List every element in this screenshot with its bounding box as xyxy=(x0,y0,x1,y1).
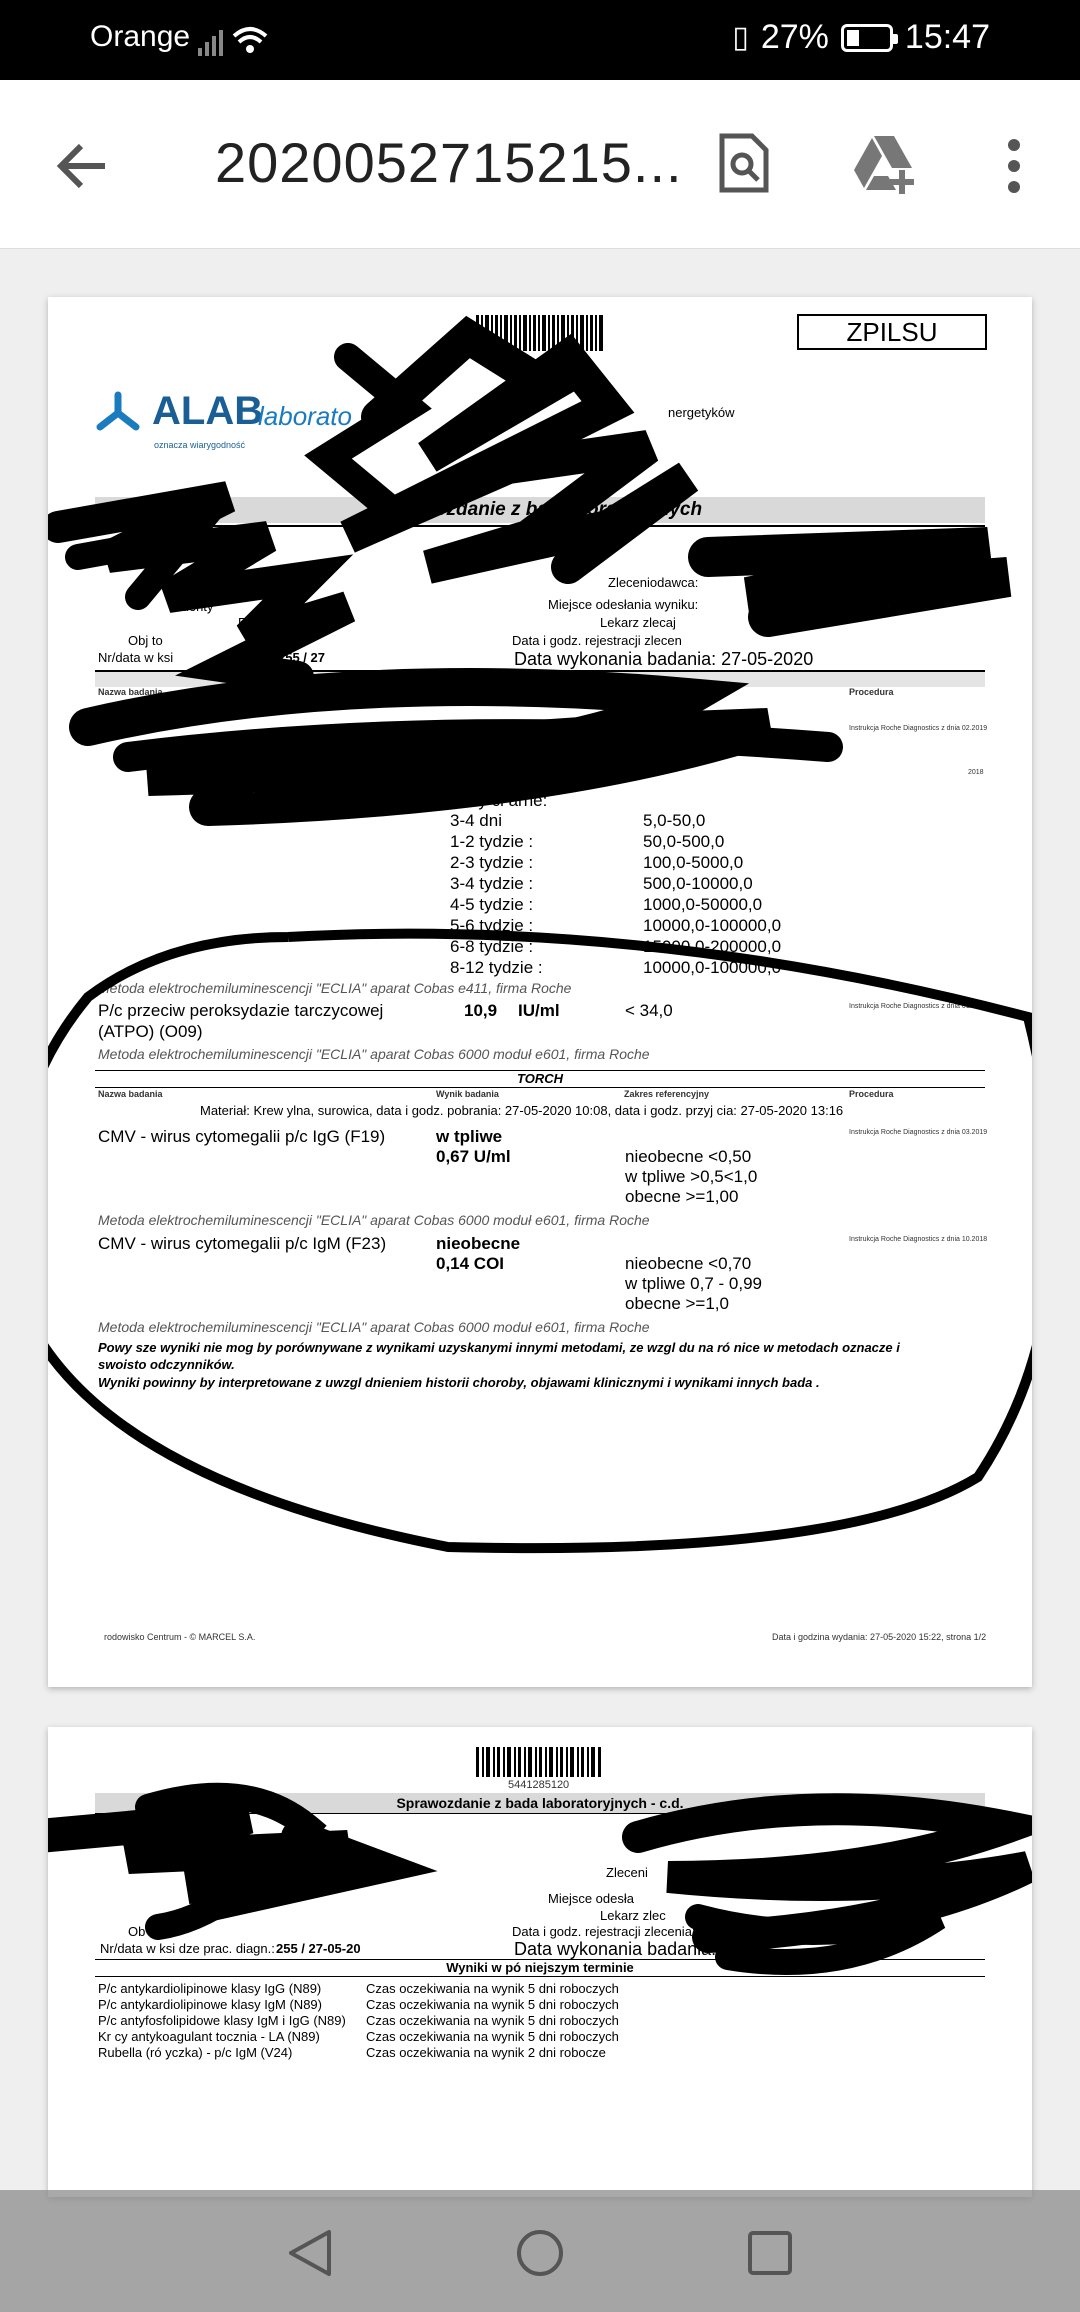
footer-right: Data i godzina wydania: 27-05-2020 15:22, strona 1/2 xyxy=(772,1632,987,1642)
week-range: 1000,0-50000,0 xyxy=(643,895,763,914)
atpo-unit: IU/ml xyxy=(518,1001,560,1020)
col-header-result: Wynik badania xyxy=(436,687,499,697)
week-range: 50,0-500,0 xyxy=(643,832,725,851)
week-label: 5-6 tydzie : xyxy=(450,916,534,935)
p2-lekarz: Lekarz zlec xyxy=(600,1908,666,1923)
clock: 15:47 xyxy=(904,18,990,56)
week-range: 5,0-50,0 xyxy=(643,811,706,830)
pending-test-wait: Czas oczekiwania na wynik 5 dni roboczych xyxy=(366,2013,619,2028)
carrier-label: Orange xyxy=(90,20,191,53)
cmv-igg-ref-2: w tpliwe >0,5<1,0 xyxy=(625,1167,758,1186)
label-obj: Obj to xyxy=(128,633,163,648)
status-bar xyxy=(0,0,1080,80)
pending-test-wait: Czas oczekiwania na wynik 2 dni robocze xyxy=(366,2045,606,2060)
method-note-1: Metoda elektrochemiluminescencji "ECLIA" aparat Cobas e411, firma Roche xyxy=(98,980,572,996)
pending-test-name: P/c antykardiolipinowe klasy IgM (N89) xyxy=(98,1997,322,2012)
document-page-1 xyxy=(48,297,1032,1687)
file-name-title: 2020052715215... xyxy=(215,131,683,194)
p2-miejsce: Miejsce odesła xyxy=(548,1891,634,1906)
pending-test-name: P/c antykardiolipinowe klasy IgG (N89) xyxy=(98,1981,322,1996)
hand-drawn-circle xyxy=(48,934,1032,1548)
cmv-igm-ref-2: w tpliwe 0,7 - 0,99 xyxy=(625,1274,763,1293)
week-label: 4-5 tydzie : xyxy=(450,895,534,914)
col-header-proc: Procedura xyxy=(849,687,894,697)
atpo-reference: < 34,0 xyxy=(625,1001,673,1020)
label-miejsce: Miejsce odesłania wyniku: xyxy=(548,597,699,612)
pending-test-wait: Czas oczekiwania na wynik 5 dni roboczych xyxy=(366,1997,619,2012)
cmv-igg-procedure: Instrukcja Roche Diagnostics z dnia 03.2019 xyxy=(849,1129,988,1136)
label-rejestracja: Data i godz. rejestracji zlecen xyxy=(512,633,682,648)
cmv-igm-name: CMV - wirus cytomegalii p/c IgM (F23) xyxy=(98,1234,387,1253)
cmv-igg-result: w tpliwe xyxy=(436,1127,503,1146)
barcode-number: 5441285120 xyxy=(508,1779,570,1791)
col-header-proc-2: Procedura xyxy=(849,1089,894,1099)
material-line: Materiał: Krew ylna, surowica, data i godz. pobrania: 27-05-2020 10:08, data i godz. przyj cia: 27-05-2020 13:16 xyxy=(200,1103,844,1118)
week-range: 10000,0-100000,0 xyxy=(643,958,782,977)
label-zleceniodawca: Zleceniodawca: xyxy=(608,575,699,590)
col-header-ref-2: Zakres referencyjny xyxy=(624,1089,710,1099)
atpo-value: 10,9 xyxy=(464,1001,498,1020)
week-label: 8-12 tydzie : xyxy=(450,958,543,977)
logo-sub: laborato xyxy=(258,401,352,431)
method-note-3: Metoda elektrochemiluminescencji "ECLIA" aparat Cobas 6000 moduł e601, firma Roche xyxy=(98,1212,650,1228)
method-note-4: Metoda elektrochemiluminescencji "ECLIA" aparat Cobas 6000 moduł e601, firma Roche xyxy=(98,1319,650,1335)
tsh-procedure: Instrukcja Roche Diagnostics z dnia 02.2019 xyxy=(849,725,988,732)
week-range: 500,0-10000,0 xyxy=(643,874,753,893)
find-in-file-icon[interactable] xyxy=(718,132,770,194)
week-range: 100,0-5000,0 xyxy=(643,853,744,872)
week-label: 1-2 tydzie : xyxy=(450,832,534,851)
test-tsh: * TSH xyxy=(80,721,126,740)
label-plec: Płe : xyxy=(238,615,265,630)
back-arrow-icon[interactable] xyxy=(55,138,111,194)
women-label: kobiety ci arne: xyxy=(433,791,548,810)
label-nrdata: Nr/data w ksi xyxy=(98,650,174,665)
logo-brand: ALAB xyxy=(152,389,264,433)
atpo-name-line1: P/c przeciw peroksydazie tarczycowej xyxy=(98,1001,384,1020)
nav-recents-icon[interactable] xyxy=(745,2228,795,2278)
label-lekarz: Lekarz zlecaj xyxy=(600,615,676,630)
p2-ob: Ob xyxy=(128,1924,146,1939)
battery-icon xyxy=(841,24,893,52)
section-immunochemia-label: Immunochemia xyxy=(492,671,588,686)
p2-nrdata-value: 255 / 27-05-20 xyxy=(276,1941,361,1956)
footer-left: rodowisko Centrum - © MARCEL S.A. xyxy=(104,1632,256,1642)
col-header-result-2: Wynik badania xyxy=(436,1089,499,1099)
redaction-scribble xyxy=(48,297,1032,1687)
pending-test-name: Rubella (ró yczka) - p/c IgM (V24) xyxy=(98,2045,293,2060)
more-options-icon[interactable] xyxy=(1005,138,1023,194)
week-range: 10000,0-100000,0 xyxy=(643,916,782,935)
hcg-procedure: 2018 xyxy=(968,769,984,776)
atpo-name-line2: (ATPO) (O09) xyxy=(98,1022,203,1041)
save-to-drive-icon[interactable] xyxy=(852,134,922,194)
week-range: 15000,0-200000,0 xyxy=(643,937,782,956)
week-label: 3-4 dni xyxy=(450,811,502,830)
cmv-igg-value: 0,67 U/ml xyxy=(436,1147,511,1166)
method-note-2: Metoda elektrochemiluminescencji "ECLIA" aparat Cobas 6000 moduł e601, firma Roche xyxy=(98,1046,650,1062)
p2-wykonanie: Data wykonania badania: 2 xyxy=(514,1939,732,1959)
report-title: Sprawozdanie z bad aboratoryjnych xyxy=(377,499,703,520)
p2-rejestracja: Data i godz. rejestracji zlecenia: xyxy=(512,1924,696,1939)
section-pending-label: Wyniki w pó niejszym terminie xyxy=(446,1960,634,1975)
col-header-name-2: Nazwa badania xyxy=(98,1089,163,1099)
label-wykonanie: Data wykonania badania: 27-05-2020 xyxy=(514,649,814,669)
note-line-1: Powy sze wyniki nie mog by porównywane z wynikami uzyskanymi innymi metodami, ze wzgl du na ró nice w metodach oznacze i xyxy=(98,1340,900,1355)
redaction-scribble-2 xyxy=(48,1727,1032,2197)
cmv-igm-result: nieobecne xyxy=(436,1234,521,1253)
vibrate-icon: ▯ xyxy=(732,21,749,54)
cmv-igg-name: CMV - wirus cytomegalii p/c IgG (F19) xyxy=(98,1127,386,1146)
cmv-igg-ref-1: nieobecne <0,50 xyxy=(625,1147,752,1166)
cmv-igm-procedure: Instrukcja Roche Diagnostics z dnia 10.2018 xyxy=(849,1236,988,1243)
navigation-bar xyxy=(0,2190,1080,2312)
label-ident: Identy xyxy=(178,599,214,614)
cmv-igm-value: 0,14 COI xyxy=(436,1254,505,1273)
pending-test-name: P/c antyfosfolipidowe klasy IgM i IgG (N89) xyxy=(98,2013,346,2028)
cmv-igm-ref-1: nieobecne <0,70 xyxy=(625,1254,752,1273)
battery-percent: 27% xyxy=(760,18,829,56)
nav-home-icon[interactable] xyxy=(515,2228,565,2278)
pending-test-name: Kr cy antykoagulant tocznia - LA (N89) xyxy=(98,2029,320,2044)
note-line-2: Wyniki powinny by interpretowane z uwzgl dnieniem historii choroby, objawami klinicznymi i wynikami innych bada . xyxy=(98,1375,820,1390)
signal-wifi-icon xyxy=(198,24,278,58)
cmv-igg-ref-3: obecne >=1,00 xyxy=(625,1187,739,1206)
p2-zleceni: Zleceni xyxy=(606,1865,648,1880)
atpo-procedure: Instrukcja Roche Diagnostics z dnia 01.2019 xyxy=(849,1003,988,1010)
col-header-ref: Zakres referencyjny xyxy=(624,687,710,697)
week-label: 6-8 tydzie : xyxy=(450,937,534,956)
app-toolbar xyxy=(0,80,1080,249)
document-page-2 xyxy=(48,1727,1032,2197)
logo-tagline: oznacza wiarygodność xyxy=(154,440,246,450)
pending-test-wait: Czas oczekiwania na wynik 5 dni roboczych xyxy=(366,2029,619,2044)
p2-nrdata: Nr/data w ksi dze prac. diagn.: xyxy=(100,1941,275,1956)
org-line: nergetyków xyxy=(668,405,735,420)
week-label: 2-3 tydzie : xyxy=(450,853,534,872)
p2-rejestracja-time: 20 10:14 xyxy=(788,1924,839,1939)
lab-code: ZPILSU xyxy=(846,317,938,347)
week-label: 3-4 tydzie : xyxy=(450,874,534,893)
report-title-2: Sprawozdanie z bada laboratoryjnych - c.d. xyxy=(396,1795,684,1811)
cmv-igm-ref-3: obecne >=1,0 xyxy=(625,1294,729,1313)
col-header-name: Nazwa badania xyxy=(98,687,163,697)
nav-back-icon[interactable] xyxy=(285,2228,335,2278)
note-line-1b: swoisto odczynników. xyxy=(98,1357,235,1372)
section-torch-label: TORCH xyxy=(517,1071,563,1086)
label-nrdata-value: 255 / 27 xyxy=(278,650,325,665)
pending-test-wait: Czas oczekiwania na wynik 5 dni roboczych xyxy=(366,1981,619,1996)
